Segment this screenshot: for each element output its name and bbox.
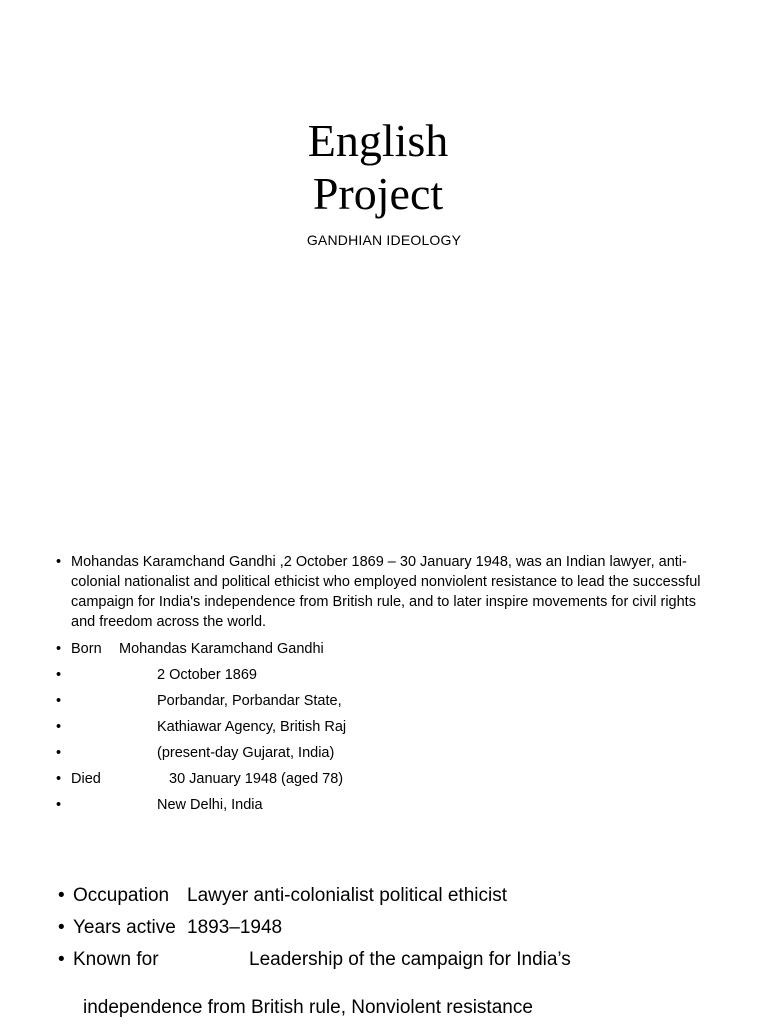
bio-value: 30 January 1948 (aged 78) xyxy=(169,771,344,787)
fact-value: Leadership of the campaign for India’s xyxy=(249,949,571,970)
fact-label: Occupation xyxy=(73,885,170,906)
fact-label: Known for xyxy=(73,949,159,970)
fact-years-active xyxy=(58,912,718,944)
bio-item-died xyxy=(56,766,716,792)
bio-list xyxy=(56,552,716,818)
bio-value: New Delhi, India xyxy=(157,797,263,813)
facts-list xyxy=(58,880,718,976)
bio-item-present-day xyxy=(56,740,716,766)
bio-label: Died xyxy=(71,771,101,787)
fact-occupation xyxy=(58,880,718,912)
bio-label: Born xyxy=(71,641,102,657)
bio-value: Kathiawar Agency, British Raj xyxy=(157,719,347,735)
fact-value: Lawyer anti-colonialist political ethicist xyxy=(187,885,507,906)
page-title xyxy=(0,114,756,220)
bio-item-born xyxy=(56,636,716,662)
facts-continuation: independence from British rule, Nonviolent resistance xyxy=(83,997,533,1018)
fact-value: 1893–1948 xyxy=(187,917,283,938)
title-line-1: English xyxy=(307,115,449,166)
bio-item-death-place xyxy=(56,792,716,818)
intro-paragraph: • Mohandas Karamchand Gandhi ,2 October 1869 – 30 January 1948, was an Indian lawyer, anti-colonial nationalist and political ethicist who employed nonviolent resistance to lead the successful campaign for India's independence from British rule, and to later inspire movements for civil rights and freedom across the world. xyxy=(56,552,716,632)
bio-value: Mohandas Karamchand Gandhi xyxy=(119,641,324,657)
fact-known-for xyxy=(58,944,718,976)
subtitle: GANDHIAN IDEOLOGY xyxy=(306,232,462,248)
bio-item-birthplace xyxy=(56,688,716,714)
bio-item-birth-date xyxy=(56,662,716,688)
bio-value: Porbandar, Porbandar State, xyxy=(157,693,342,709)
title-line-2: Project xyxy=(312,168,444,219)
bio-value: (present-day Gujarat, India) xyxy=(157,745,335,761)
fact-label: Years active xyxy=(73,917,176,938)
bio-item-agency xyxy=(56,714,716,740)
bio-value: 2 October 1869 xyxy=(157,667,257,683)
